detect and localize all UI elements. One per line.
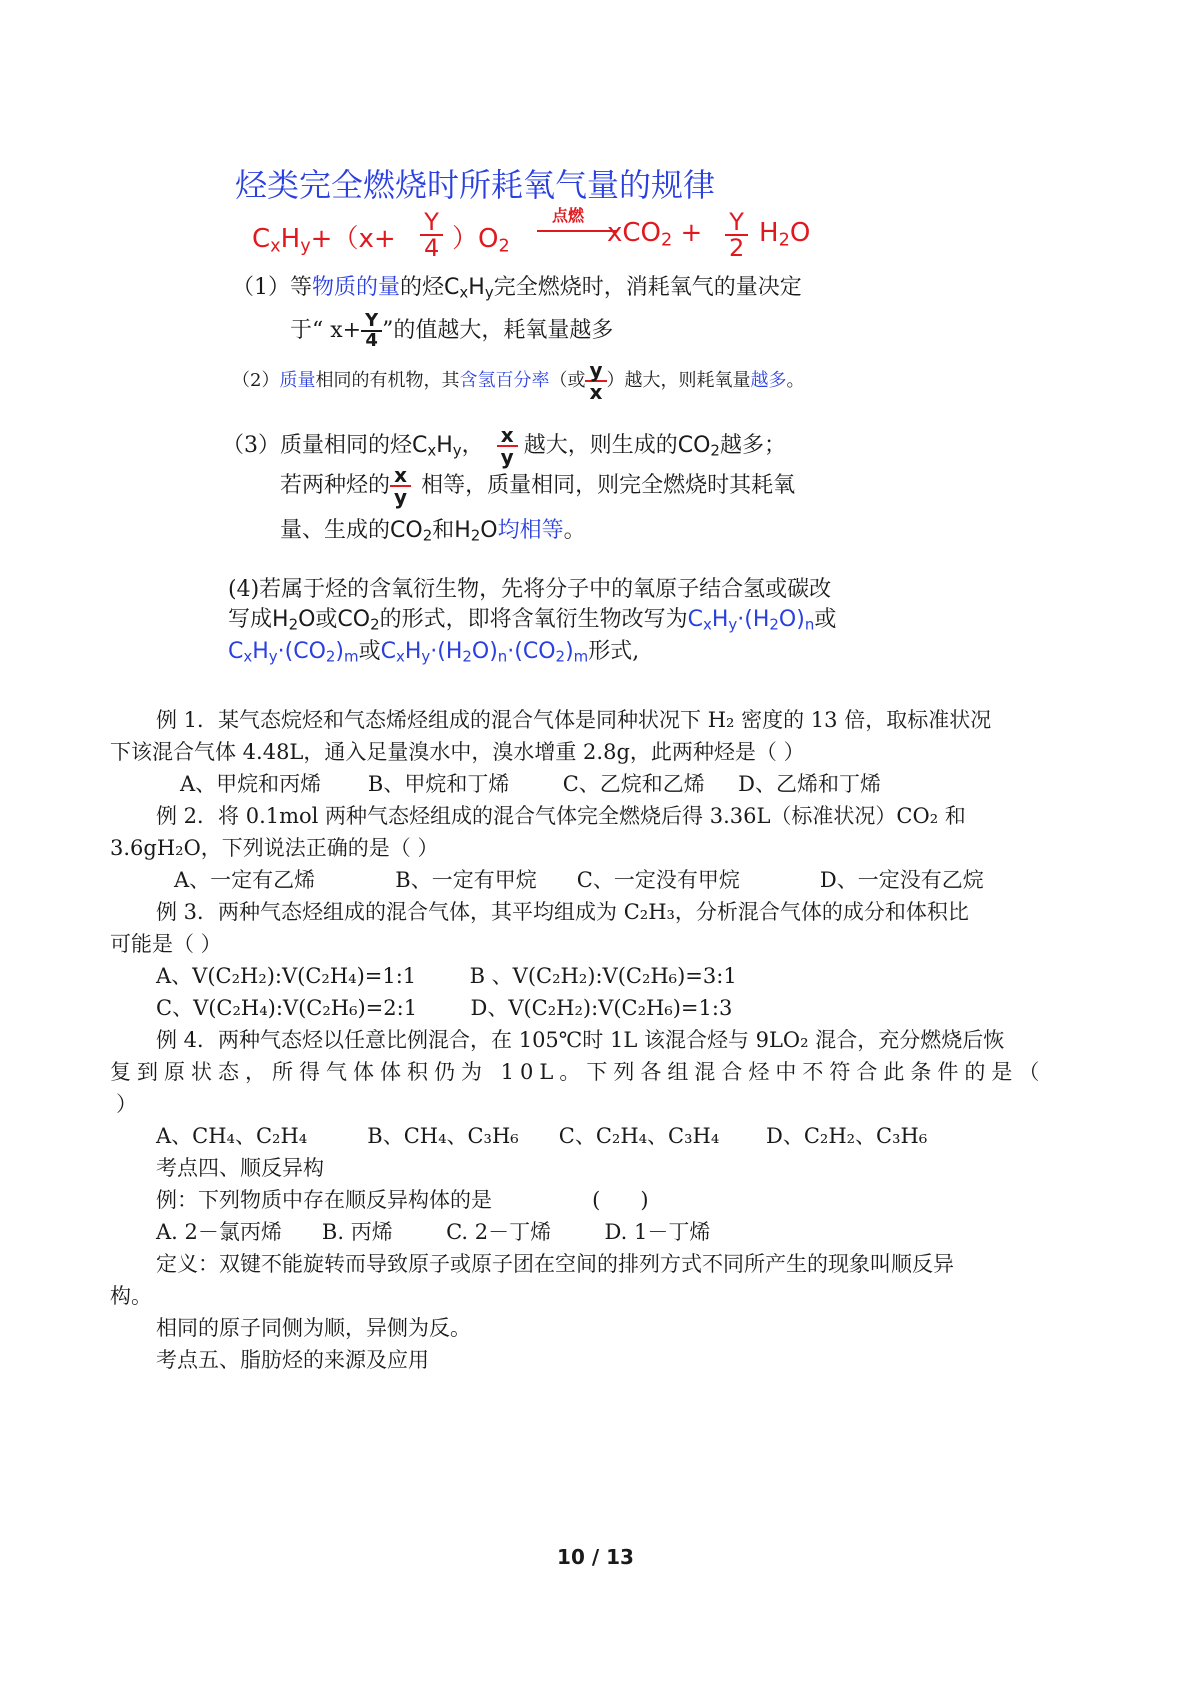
rule2-fraction: $\frac{y}{x}$ (585, 360, 606, 402)
combustion-equation: $C_xH_y+(x+$ $\frac{Y}{4}$ ）$O_2$ 点燃 xCO$_2$ + $\frac{Y}{2}$ $H_2O$ (252, 210, 872, 264)
rule3-fraction-1: $\frac{x}{y}$ (497, 425, 518, 467)
page-title: 烃类完全燃烧时所耗氧气量的规律 (235, 166, 716, 204)
rule-1: （1）等物质的量的烃$C_xH_y$完全燃烧时，消耗氧气的量决定 于“ x+ $\frac{Y}{4}$ ”的值越大，耗氧量越多 (232, 275, 802, 351)
rule1-fraction: $\frac{Y}{4}$ (361, 312, 382, 350)
rule3-fraction-2: $\frac{x}{y}$ (390, 465, 411, 507)
example-4: 例 4．两种气态烃以任意比例混合，在 105℃时 1L 该混合烃与 9LO₂ 混合，充分燃烧后恢 复到原状态，所得气体体积仍为 10L。下列各组混合烃中不符合此条件的是（ ） A、CH₄、C₂H₄ B、CH₄、C₃H₆ C、C₂H₄、C₃H₄ D、C₂H₂、C₃H₆ (110, 1028, 1046, 1148)
rule-3: （3）质量相同的烃$C_xH_y$， $\frac{x}{y}$ 越大，则生成的$CO_2$越多； 若两种烃的 $\frac{x}{y}$ 相等，质量相同，则完全燃烧时其耗氧 量、生成的$CO_2$和$H_2O$均相等。 (222, 423, 796, 545)
rule-2: （2）质量相同的有机物，其含氢百分率（或 $\frac{y}{x}$ ）越大，则耗氧量越多。 (232, 358, 805, 404)
example-1: 例 1．某气态烷烃和气态烯烃组成的混合气体是同种状况下 H₂ 密度的 13 倍，取标准状况 下该混合气体 4.48L，通入足量溴水中，溴水增重 2.8g，此两种烃是（ ） A、甲烷和丙烯 B、甲烷和丁烯 C、乙烷和乙烯 D、乙烯和丁烯 (110, 708, 992, 796)
equation-fraction-y4: $\frac{Y}{4}$ (420, 210, 443, 260)
page-number: 10 / 13 (557, 1545, 634, 1569)
section-heading: 考点四、顺反异构 (156, 1156, 324, 1180)
example-3: 例 3．两种气态烃组成的混合气体，其平均组成为 C₂H₃，分析混合气体的成分和体积比 可能是（ ） A、V(C₂H₂):V(C₂H₄)=1:1 B 、V(C₂H₂):V(C₂H₆)=3:1 C、V(C₂H₄):V(C₂H₆)=2:1 D、V(C₂H₂):V(C₂H₆)=1:3 (110, 900, 969, 1020)
section-heading: 考点五、脂肪烃的来源及应用 (156, 1348, 429, 1372)
equation-fraction-y2: $\frac{Y}{2}$ (725, 210, 748, 260)
key-point-4: 考点四、顺反异构 例：下列物质中存在顺反异构体的是 ( ) A. 2－氯丙烯 B. 丙烯 C. 2－丁烯 D. 1－丁烯 定义：双键不能旋转而导致原子或原子团在空间的排列方式不同所产生的现象叫顺反异 构。 相同的原子同侧为顺，异侧为反。 考点五、脂肪烃的来源及应用 (110, 1152, 1100, 1376)
example-2: 例 2．将 0.1mol 两种气态烃组成的混合气体完全燃烧后得 3.36L（标准状况）CO₂ 和 3.6gH₂O，下列说法正确的是（ ） A、一定有乙烯 B、一定有甲烷 C、一定没有甲烷 D、一定没有乙烷 (110, 804, 984, 892)
rule-4: (4)若属于烃的含氧衍生物，先将分子中的氧原子结合氢或碳改 写成$H_2O$或$CO_2$的形式，即将含氧衍生物改写为$C_xH_y\cdot(H_2O)_n$或 $C_xH_y\cdot(CO_2)_m$或$C_xH_y\cdot(H_2O)_n\cdot(CO_2)_m$形式, (228, 577, 837, 666)
reaction-condition: 点燃 (552, 206, 585, 225)
reaction-arrow (537, 230, 617, 232)
